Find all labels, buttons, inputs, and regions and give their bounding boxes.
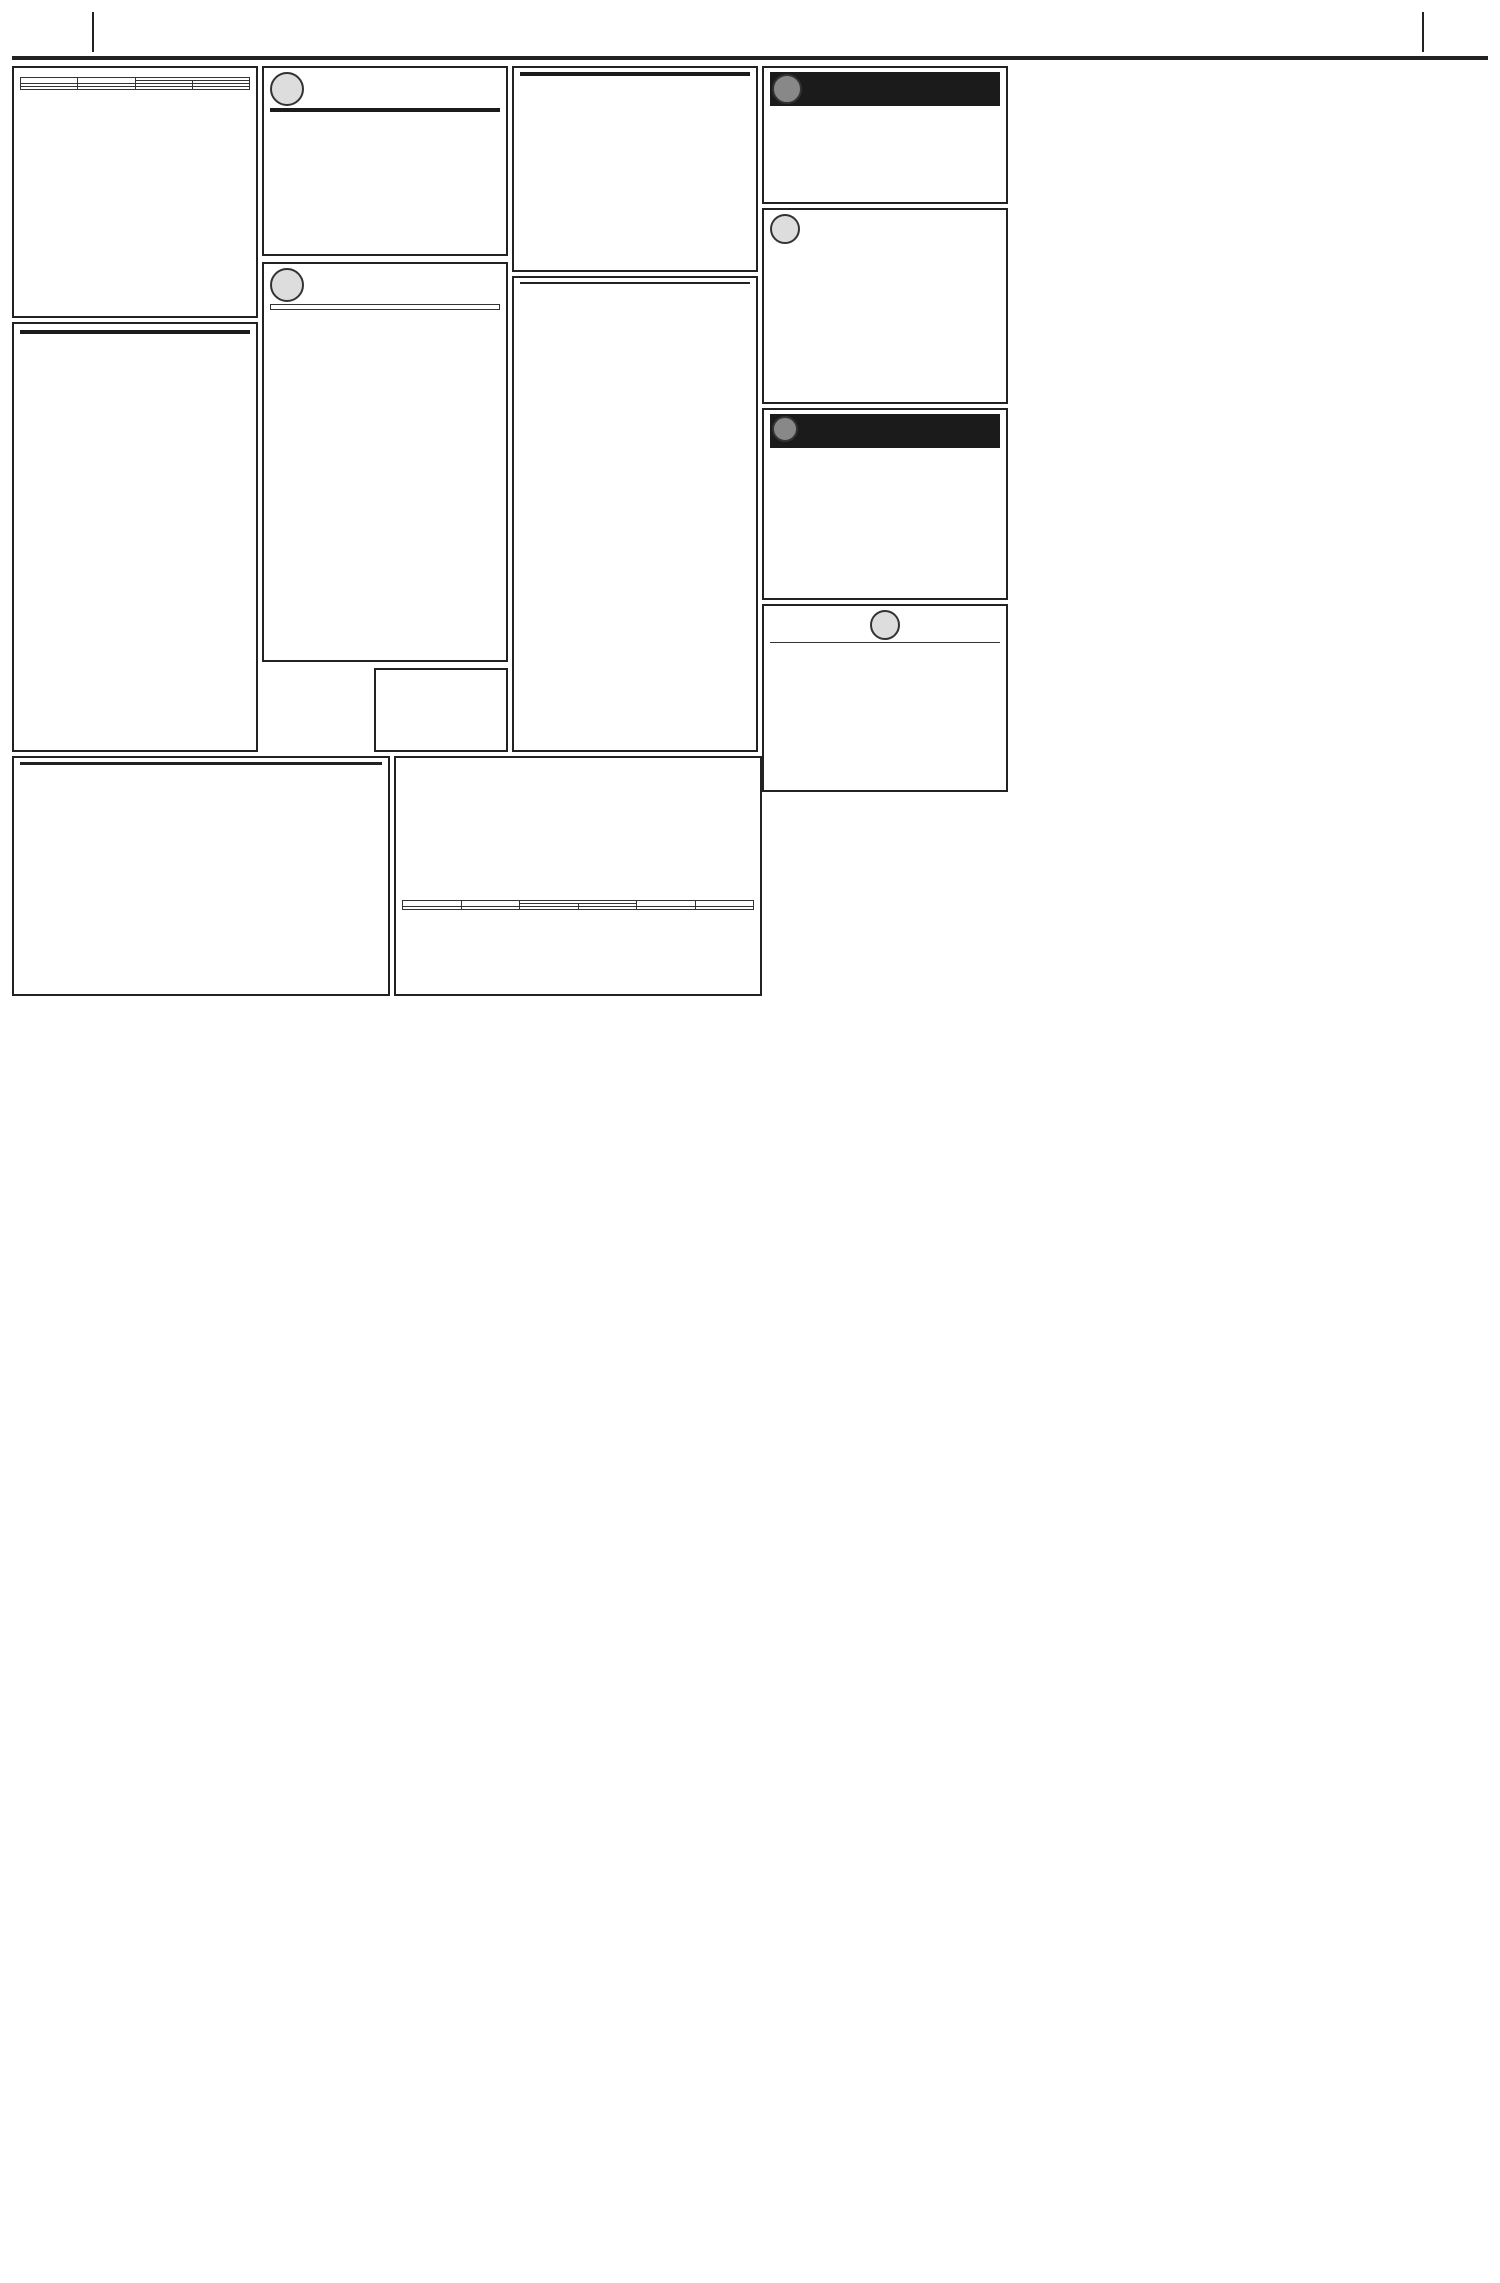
fci-anniversary-icon xyxy=(870,610,900,640)
cell xyxy=(403,907,462,910)
masthead xyxy=(12,8,1488,54)
cell xyxy=(695,907,754,910)
optcl-logo-icon xyxy=(770,214,800,244)
ad-rwd-patnagarh-schedule xyxy=(394,896,762,996)
cell xyxy=(21,87,78,90)
header-rule xyxy=(12,56,1488,60)
odisha-emblem-icon xyxy=(270,268,304,302)
ad-ofsds xyxy=(762,408,1008,600)
cell xyxy=(578,907,637,910)
ad-banner xyxy=(20,764,382,765)
cell xyxy=(192,87,249,90)
schedule-table xyxy=(402,900,754,910)
ad-optcl xyxy=(762,208,1008,404)
ad-itda-kuchinda xyxy=(512,276,758,752)
ad-rwd-patnagarh xyxy=(394,756,762,898)
cell xyxy=(637,907,696,910)
institute-logo-icon xyxy=(270,72,304,106)
procurement-table xyxy=(20,77,250,90)
ofsds-logo-icon xyxy=(772,416,798,442)
header-divider-right xyxy=(1422,12,1424,52)
cell xyxy=(461,907,520,910)
ad-career-promo xyxy=(374,668,508,752)
cell xyxy=(135,87,192,90)
ad-sb-rath-college xyxy=(512,66,758,272)
ad-owssb xyxy=(762,66,1008,204)
ad-banner xyxy=(520,282,750,284)
ad-district-judge xyxy=(12,756,390,996)
header-divider xyxy=(92,12,94,52)
ad-banner xyxy=(770,444,1000,448)
cell xyxy=(520,907,579,910)
ad-title xyxy=(520,72,750,76)
ad-berhampur-municipal xyxy=(12,322,258,752)
ad-banner xyxy=(20,330,250,334)
ad-fci xyxy=(762,604,1008,792)
cell xyxy=(78,87,135,90)
ad-ssepd xyxy=(262,262,508,662)
ad-banner xyxy=(270,108,500,112)
ad-rwd-sundargarh xyxy=(12,66,258,318)
ad-svnirtar xyxy=(262,66,508,256)
owssb-logo-icon xyxy=(772,74,802,104)
